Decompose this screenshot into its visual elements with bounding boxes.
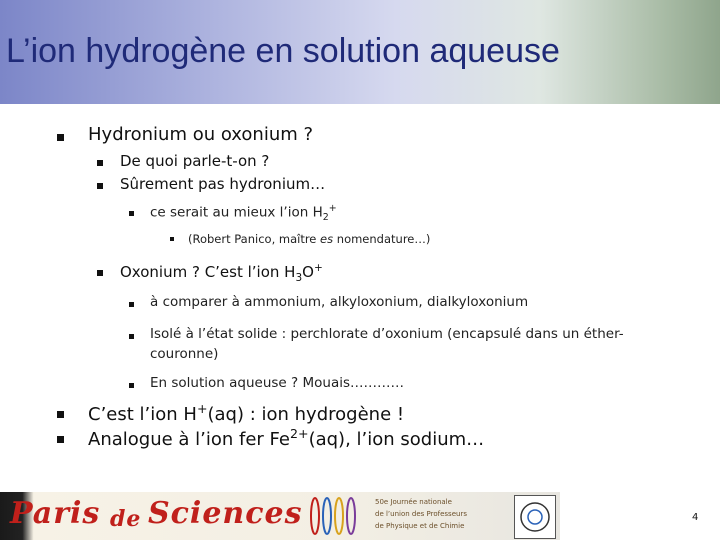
dna-strands-graphic [305, 494, 365, 538]
bullet-text [88, 401, 404, 425]
banner-caption-2: de l’union des Professeurs [375, 510, 467, 518]
superscript: + [196, 401, 208, 416]
bullet-square [170, 237, 174, 241]
slide-title: L’ion hydrogène en solution aqueuse [6, 32, 560, 70]
bullet-square [129, 302, 134, 307]
superscript: + [313, 262, 323, 274]
bullet-text [188, 232, 430, 246]
banner-word-sciences: Sciences [148, 496, 303, 531]
bullet-square [129, 211, 134, 216]
association-logo [514, 495, 556, 539]
bullet-text-o: O [302, 263, 314, 281]
banner-caption-1: 50e Journée nationale [375, 498, 452, 506]
bullet-square [97, 270, 103, 276]
banner-caption-3: de Physique et de Chimie [375, 522, 465, 530]
bullet-text [120, 262, 323, 284]
logo-emblem-icon [515, 496, 555, 538]
bullet-text: De quoi parle-t-on ? [120, 152, 270, 170]
page-number: 4 [692, 512, 699, 523]
bullet-text-post: nomendature…) [333, 232, 431, 246]
bullet-text: Hydronium ou oxonium ? [88, 124, 314, 145]
bullet-text: Isolé à l’état solide : perchlorate d’oxonium (encapsulé dans un éther- [150, 326, 624, 342]
bullet-text: En solution aqueuse ? Mouais………… [150, 375, 404, 391]
bullet-text [150, 203, 337, 223]
superscript: 2+ [290, 426, 309, 441]
bullet-square [57, 134, 64, 141]
bullet-text-pre: (Robert Panico, maître [188, 232, 321, 246]
subscript: 3 [295, 272, 303, 284]
bullet-square [129, 383, 134, 388]
bullet-square [97, 160, 103, 166]
bullet-text-main: Oxonium ? C’est l’ion H [120, 263, 296, 281]
subscript: 2 [322, 212, 329, 224]
bullet-square [57, 436, 64, 443]
bullet-text-end: (aq), l’ion sodium… [308, 429, 485, 450]
bullet-text-continued: couronne) [150, 346, 219, 362]
bullet-text: Sûrement pas hydronium… [120, 175, 326, 193]
bullet-square [129, 334, 134, 339]
bullet-square [97, 183, 103, 189]
bullet-text: à comparer à ammonium, alkyloxonium, dialkyloxonium [150, 294, 529, 310]
bullet-text-end: (aq) : ion hydrogène ! [207, 404, 405, 425]
bullet-text-main: ce serait au mieux l’ion H [150, 204, 323, 221]
bullet-text-em: es [320, 232, 334, 246]
bullet-square [57, 411, 64, 418]
footer-banner [0, 492, 560, 540]
bullet-text [88, 426, 484, 450]
bullet-text-main: Analogue à l’ion fer Fe [88, 429, 290, 450]
superscript: + [328, 203, 337, 214]
banner-word-de: de [110, 506, 142, 532]
bullet-text-main: C’est l’ion H [88, 404, 197, 425]
banner-word-paris: Paris [10, 496, 101, 531]
